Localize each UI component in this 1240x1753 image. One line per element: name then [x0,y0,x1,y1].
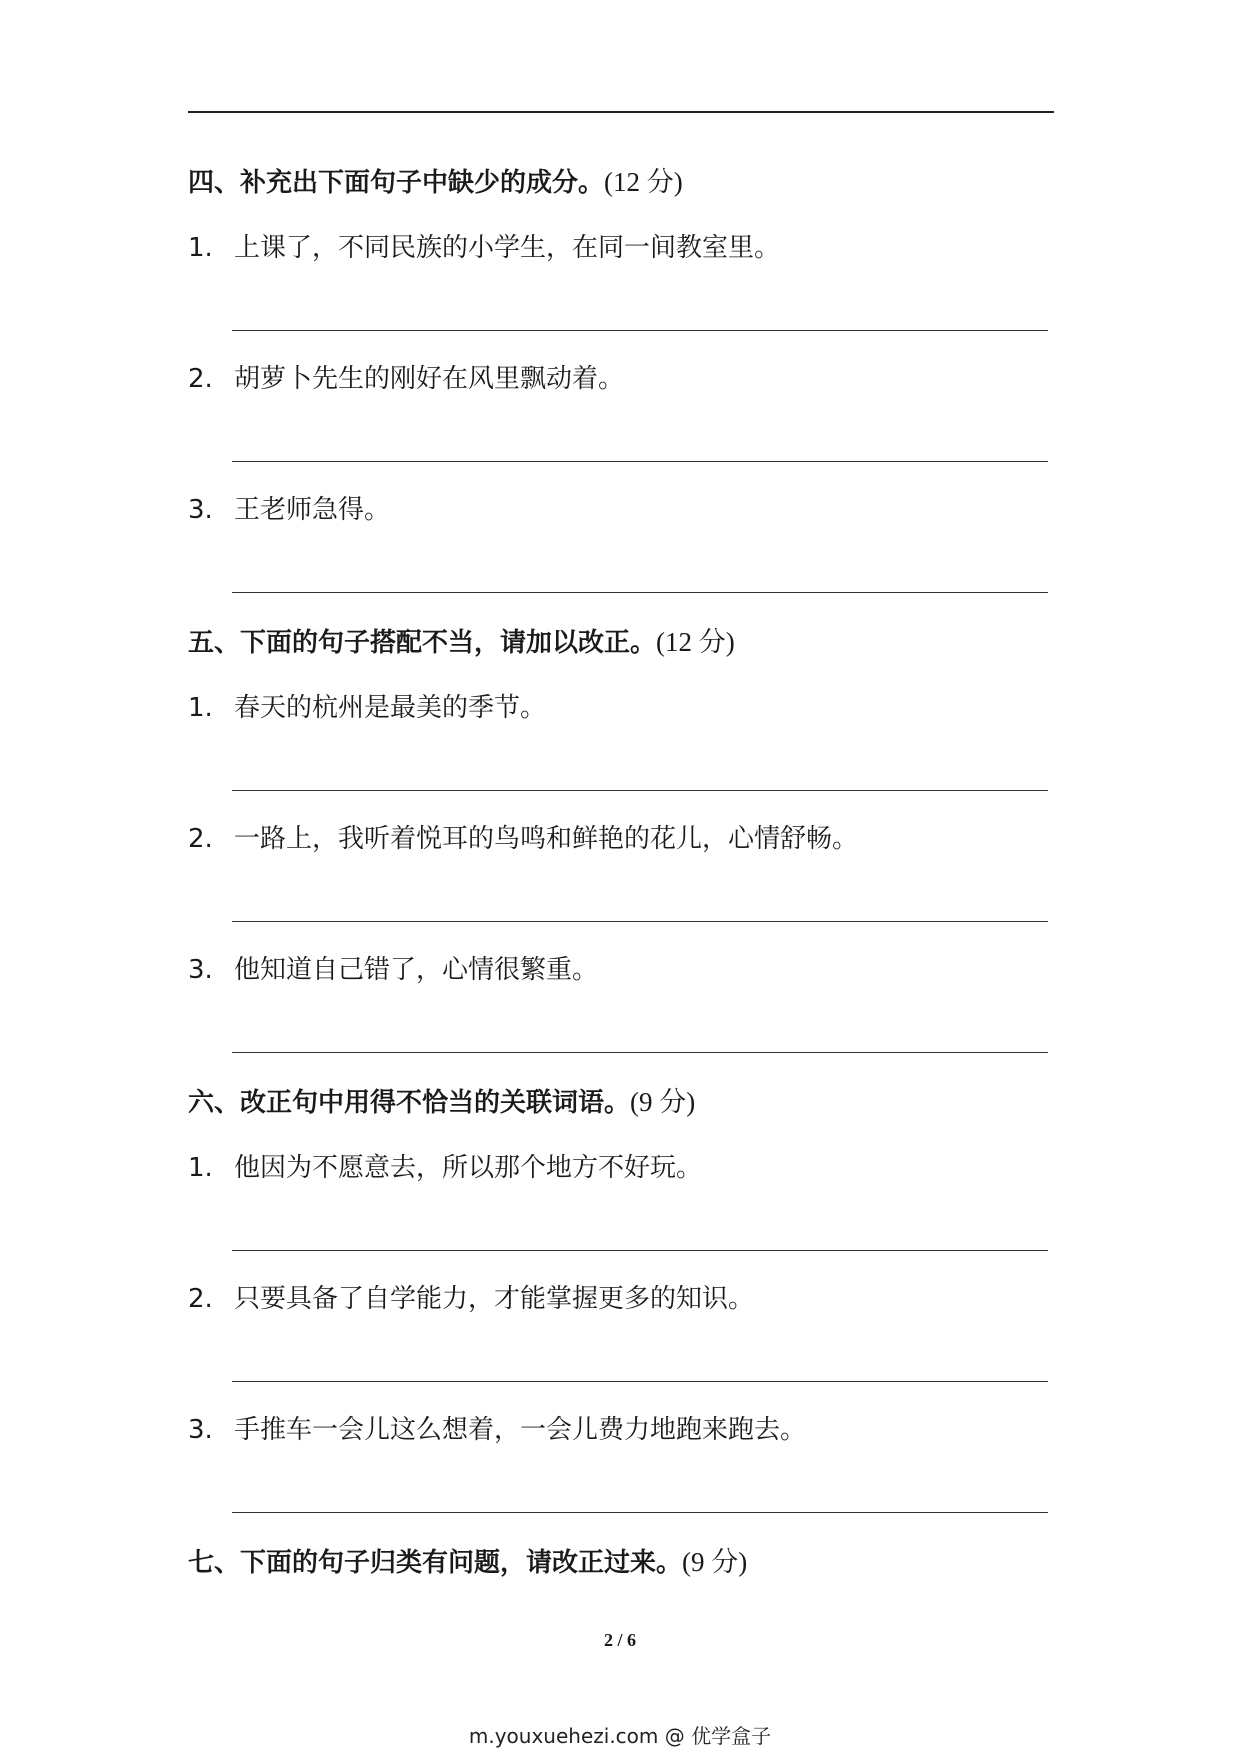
answer-line-4-3[interactable] [232,592,1048,593]
answer-line-5-1[interactable] [232,790,1048,791]
section-5-title: 五、下面的句子搭配不当，请加以改正。(12 分) [188,627,735,658]
answer-line-6-1[interactable] [232,1250,1048,1251]
page-number: 2 / 6 [603,1630,636,1650]
answer-line-5-3[interactable] [232,1052,1048,1053]
section-4-title: 四、补充出下面句子中缺少的成分。(12 分) [188,167,683,198]
answer-line-4-1[interactable] [232,330,1048,331]
section-6-title: 六、改正句中用得不恰当的关联词语。(9 分) [188,1087,696,1118]
top-rule [188,111,1054,113]
question-4-3: 3. 王老师急得。 [188,495,391,525]
question-4-1: 1. 上课了，不同民族的小学生，在同一间教室里。 [188,233,781,263]
question-5-3: 3. 他知道自己错了，心情很繁重。 [188,955,599,985]
answer-line-4-2[interactable] [232,461,1048,462]
section-7-title: 七、下面的句子归类有问题，请改正过来。(9 分) [188,1547,748,1578]
answer-line-6-2[interactable] [232,1381,1048,1382]
footer-source-link[interactable]: m.youxuehezi.com @ 优学盒子 [468,1724,772,1748]
question-5-1: 1. 春天的杭州是最美的季节。 [188,693,547,723]
answer-line-6-3[interactable] [232,1512,1048,1513]
question-4-2: 2. 胡萝卜先生的刚好在风里飘动着。 [188,364,625,394]
answer-line-5-2[interactable] [232,921,1048,922]
question-6-2: 2. 只要具备了自学能力，才能掌握更多的知识。 [188,1284,755,1314]
question-5-2: 2. 一路上，我听着悦耳的鸟鸣和鲜艳的花儿，心情舒畅。 [188,824,859,854]
question-6-1: 1. 他因为不愿意去，所以那个地方不好玩。 [188,1153,703,1183]
question-6-3: 3. 手推车一会儿这么想着，一会儿费力地跑来跑去。 [188,1415,807,1445]
